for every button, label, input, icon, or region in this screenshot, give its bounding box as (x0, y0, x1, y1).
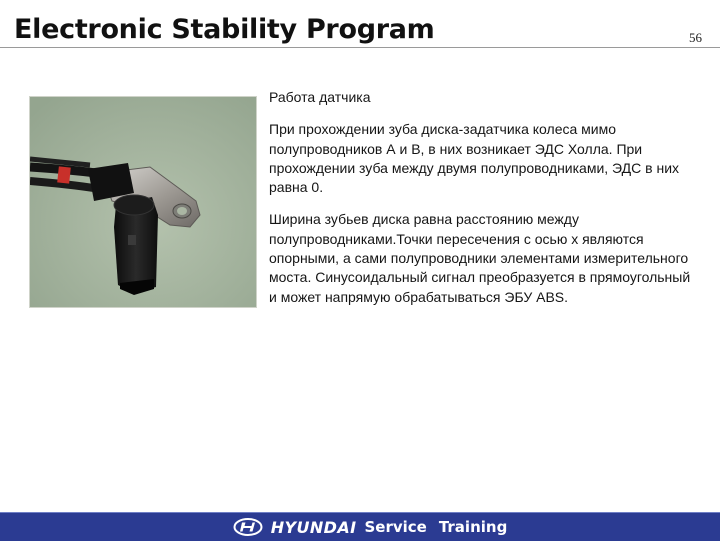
sensor-photo (29, 96, 257, 308)
footer-bar (0, 512, 720, 541)
paragraph: Ширина зубьев диска равна расстоянию между полупроводниками.Точки пересечения с осью х являются опорными, а сами полупроводники элементами измерительного моста. Синусоидальный сигнал преобразуется в прямоугольный и может напрямую обрабатываться ЭБУ ABS. (269, 211, 691, 305)
page-number: 56 (689, 30, 702, 45)
section-heading: Работа датчика (269, 89, 371, 105)
hyundai-service-training-logo (233, 518, 508, 537)
brand-service: Service (364, 518, 427, 536)
slide-title: Electronic Stability Program (14, 14, 435, 45)
brand-name: HYUNDAI (270, 517, 357, 537)
hyundai-emblem-icon (233, 518, 263, 536)
brand-training: Training (438, 518, 508, 536)
title-divider (0, 47, 720, 48)
paragraph: При прохождении зуба диска-задатчика колеса мимо полупроводников А и В, в них возникает ЭДС Холла. При прохождении зуба между двумя полупроводниками, ЭДС в них равна 0. (269, 121, 680, 196)
wheel-speed-sensor-image (30, 97, 256, 307)
text-content (269, 88, 699, 320)
